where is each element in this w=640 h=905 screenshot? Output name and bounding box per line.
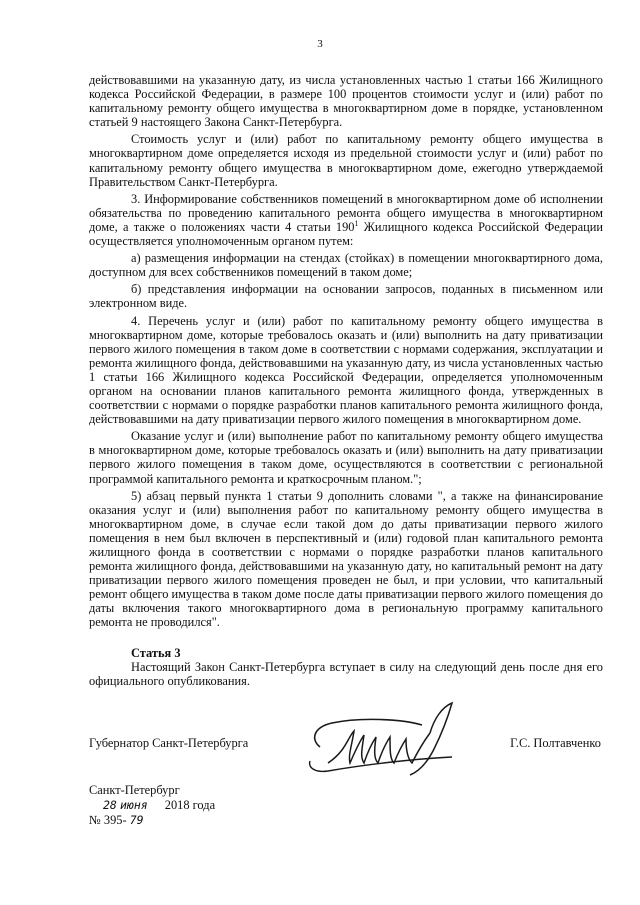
number-prefix: № 395-: [89, 813, 127, 827]
number-value: 79: [129, 813, 144, 827]
footer-city: Санкт-Петербург: [89, 783, 180, 797]
paragraph-services-performance: Оказание услуг и (или) выполнение работ по капитальному ремонту общего имущества в многоквартирном доме, которые требовалось оказать и (или) выполнить на дату приватизации первого жилого помещения в таком доме, осуществляются в соответствии с региональной программой капитального ремонта и краткосрочным планом.";: [89, 429, 603, 486]
document-footer: [89, 783, 215, 828]
paragraph-cost: Стоимость услуг и (или) работ по капитальному ремонту общего имущества в многоквартирном доме определяется исходя из предельной стоимости услуг и (или) работ по капитальному ремонту общего имущества в многоквартирном доме, ежегодно утверждаемой Правительством Санкт-Петербурга.: [89, 132, 603, 189]
paragraph-informing: [89, 192, 603, 248]
date-year: 2018 года: [164, 798, 216, 812]
superscript: 1: [354, 218, 359, 228]
governor-title: Губернатор Санкт-Петербурга: [89, 736, 249, 750]
footer-date: [89, 798, 215, 813]
document-body: [89, 73, 603, 688]
paragraph-list-of-services: 4. Перечень услуг и (или) работ по капитальному ремонту общего имущества в многоквартирном доме, которые требовалось оказать и (или) выполнить на дату приватизации первого жилого помещения в таком доме в соответствии с нормами содержания, эксплуатации и ремонта жилищного фонда, действовавшими на указанную дату, из числа установленных частью 1 статьи 166 Жилищного кодекса Российской Федерации, определяется уполномоченным органом на основании планов капитального ремонта жилищного фонда, утвержденных в соответствии с нормами о порядке разработки планов капитального ремонта жилищного фонда, действовавшими на дату приватизации первого жилого помещения в многоквартирном доме.: [89, 313, 603, 427]
article-title: Статья 3: [131, 645, 181, 660]
paragraph-item-b: б) представления информации на основании запросов, поданных в письменном или электронном виде.: [89, 282, 603, 311]
article-text: Настоящий Закон Санкт-Петербурга вступает в силу на следующий день после дня его официального опубликования.: [89, 659, 603, 688]
page-number: 3: [317, 38, 323, 50]
paragraph-informing-part1: 3. Информирование собственников помещений в многоквартирном доме об исполнении обязательства по проведению капитального ремонта общего имущества в многоквартирном доме, а также о положениях части 4 статьи 190: [89, 191, 603, 234]
date-month: июня: [119, 798, 148, 812]
date-day: 28: [103, 798, 117, 812]
paragraph-informing-part2: Жилищного кодекса Российской Федерации осуществляется уполномоченным органом путем:: [89, 219, 603, 249]
paragraph-item-a: а) размещения информации на стендах (стойках) в помещении многоквартирного дома, доступном для всех собственников помещений в таком доме;: [89, 251, 603, 280]
handwritten-signature: [302, 701, 482, 781]
paragraph-continuation: действовавшими на указанную дату, из числа установленных частью 1 статьи 166 Жилищного кодекса Российской Федерации, в размере 100 процентов стоимости услуг и (или) работ по капитальному ремонту общего имущества в многоквартирном доме в порядке, установленном статьей 9 настоящего Закона Санкт-Петербурга.: [89, 73, 603, 130]
governor-name: Г.С. Полтавченко: [510, 736, 601, 750]
paragraph-amendment-5: 5) абзац первый пункта 1 статьи 9 дополнить словами ", а также на финансирование оказания услуг и (или) выполнения работ по капитальному ремонту общего имущества в многоквартирном доме, в случае если такой дом до даты приватизации первого жилого помещения в нем был включен в перспективный и (или) годовой план капитального ремонта жилищного фонда в соответствии с нормами о порядке разработки планов капитального ремонта жилищного фонда, действовавшими на указанную дату, но капитальный ремонт на дату приватизации первого жилого помещения проведен не был, и при условии, что капитальный ремонт общего имущества в таком доме после даты приватизации первого жилого помещения до даты включения такого многоквартирного дома в региональную программу капитального ремонта не проводился".: [89, 488, 603, 630]
footer-number: [89, 813, 215, 828]
